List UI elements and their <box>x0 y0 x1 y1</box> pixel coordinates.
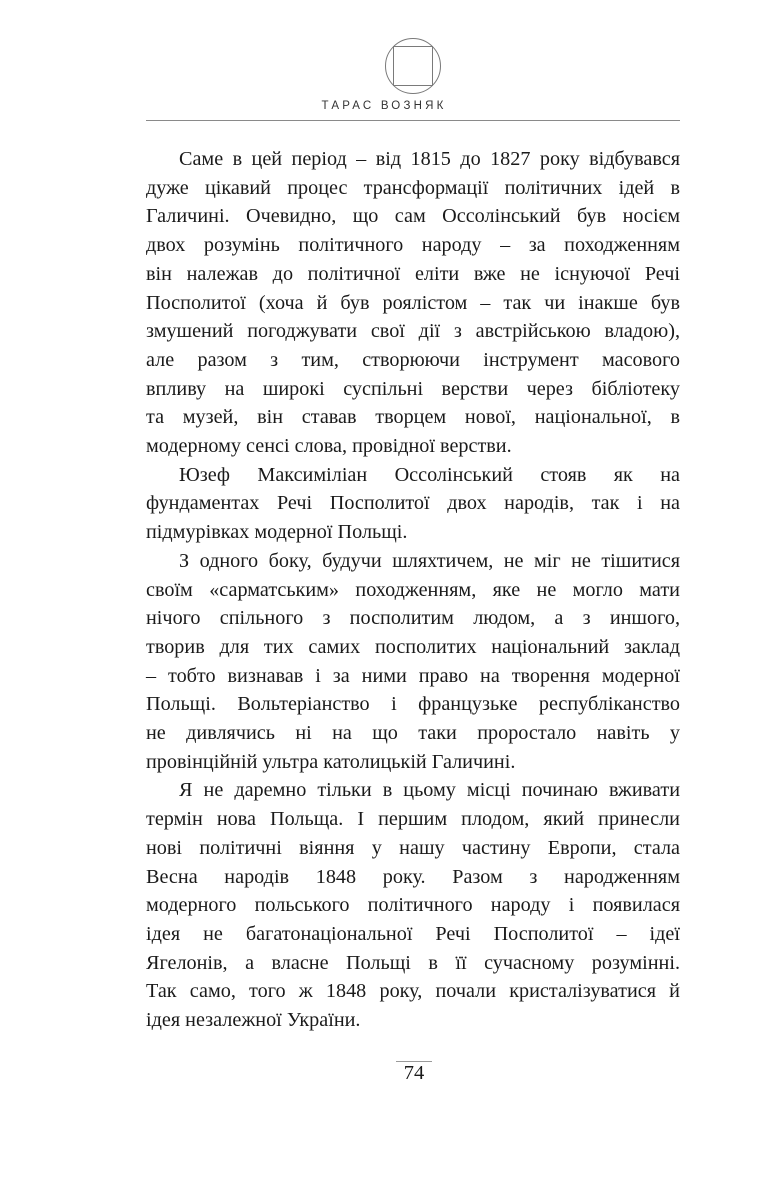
text-line: Весна народів 1848 року. Разом з народженням <box>146 865 680 888</box>
text-line: З одного боку, будучи шляхтичем, не міг не тішитися <box>179 549 680 572</box>
header-divider <box>146 120 680 121</box>
text-line: Саме в цей період – від 1815 до 1827 року відбувався <box>179 148 680 170</box>
circle-square-emblem-icon <box>383 36 443 96</box>
text-line: Посполитої (хоча й був роялістом – так чи інакше був <box>146 291 680 314</box>
running-header-title: ТАРАС ВОЗНЯК <box>321 100 447 112</box>
text-line: – тобто визнавав і за ними право на творення модерної <box>146 664 680 687</box>
paragraph <box>146 461 680 547</box>
body-text <box>146 145 680 1035</box>
text-line: не дивлячись ні на що таки проростало навіть у <box>146 722 680 745</box>
text-line: Я не даремно тільки в цьому місці починаю вживати <box>179 779 680 802</box>
paragraph <box>146 776 680 1034</box>
text-line: Так само, того ж 1848 року, почали кристалізуватися й <box>146 980 680 1003</box>
text-line: нічого спільного з посполитим людом, а з иншого, <box>146 607 680 630</box>
text-line: змушений погоджувати свої дії з австрійською владою), <box>146 320 680 343</box>
text-line: ідея не багатонаціональної Речі Посполитої – ідеї <box>146 922 680 945</box>
paragraph <box>146 547 680 777</box>
paragraph <box>146 145 680 461</box>
text-line: модерного польського політичного народу і появилася <box>146 894 680 917</box>
text-line: але разом з тим, створюючи інструмент масового <box>146 348 680 371</box>
text-line: ідея незалежної України. <box>146 1009 361 1032</box>
text-line: Ягелонів, а власне Польщі в її сучасному розумінні. <box>146 951 680 974</box>
page-number: 74 <box>403 1062 425 1084</box>
text-line: двох розумінь політичного народу – за походженням <box>146 234 680 257</box>
text-line: провінційній ультра католицькій Галичині. <box>146 750 516 773</box>
text-line: Юзеф Максиміліан Оссолінський стояв як на <box>179 463 680 486</box>
text-line: своїм «сарматським» походженням, яке не могло мати <box>146 578 680 601</box>
text-line: нові політичні віяння у нашу частину Европи, стала <box>146 836 680 859</box>
text-line: модерному сенсі слова, провідної верстви. <box>146 435 512 458</box>
text-line: підмурівках модерної Польщі. <box>146 521 408 544</box>
text-line: творив для тих самих посполитих національний заклад <box>146 635 680 658</box>
text-line: впливу на широкі суспільні верстви через бібліотеку <box>146 377 680 400</box>
text-line: дуже цікавий процес трансформації політичних ідей в <box>146 176 680 199</box>
text-line: термін нова Польща. І першим плодом, який принесли <box>146 808 680 831</box>
text-line: він належав до політичної еліти вже не існуючої Речі <box>146 262 680 285</box>
text-line: Польщі. Вольтеріанство і французьке республіканство <box>146 693 680 716</box>
text-line: Галичині. Очевидно, що сам Оссолінський був носієм <box>146 205 680 228</box>
text-line: фундаментах Речі Посполитої двох народів, так і на <box>146 492 680 515</box>
text-line: та музей, він ставав творцем нової, національної, в <box>146 406 680 429</box>
